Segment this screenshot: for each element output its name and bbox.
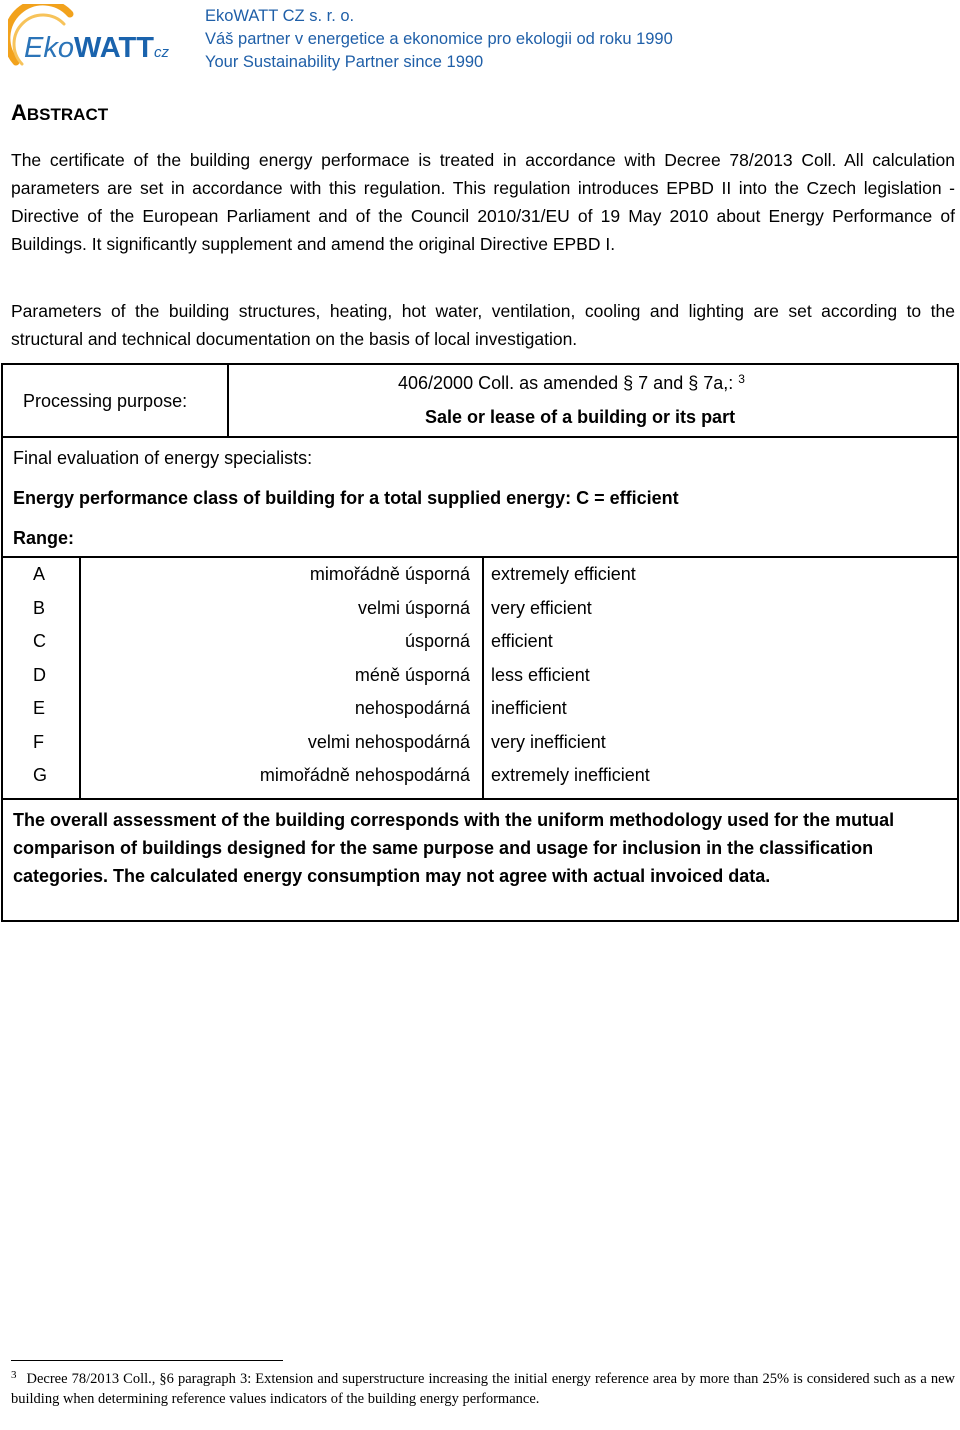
- company-name: EkoWATT CZ s. r. o.: [205, 7, 355, 25]
- range-letter: B: [33, 597, 46, 618]
- purpose-legal-basis: [398, 373, 745, 394]
- footnote-text: Decree 78/2013 Coll., §6 paragraph 3: Extension and superstructure increasing the initial energy reference area by more than 25% is considered such as a new building when determining reference values indicators of the building energy performance.: [11, 1371, 955, 1407]
- range-table: [1, 556, 959, 800]
- range-cz: méně úsporná: [354, 664, 470, 685]
- range-en: efficient: [491, 631, 553, 651]
- range-letter: D: [33, 664, 46, 685]
- footnote-number: 3: [11, 1369, 17, 1381]
- range-row: [3, 598, 959, 631]
- logo-watt: WATT: [73, 32, 154, 64]
- footnote-rule: [11, 1360, 283, 1361]
- abstract-paragraph-2: Parameters of the building structures, heating, hot water, ventilation, cooling and lighting are set according to the structural and technical documentation on the basis of local investigation.: [11, 301, 955, 349]
- purpose-divider: [227, 365, 229, 438]
- logo-cz: cz: [153, 44, 169, 61]
- overall-assessment-text: The overall assessment of the building corresponds with the uniform methodology used for the mutual comparison of buildings designed for the same purpose and usage for inclusion in the classification categories. The calculated energy consumption may not agree with actual invoiced data.: [13, 810, 895, 886]
- range-en: very efficient: [491, 597, 592, 618]
- range-letter: C: [33, 631, 46, 651]
- overall-assessment-box: [1, 798, 959, 922]
- range-cz: mimořádně nehospodárná: [259, 765, 470, 785]
- purpose-legal-text: 406/2000 Coll. as amended § 7 and § 7a,:: [398, 373, 734, 393]
- range-en: very inefficient: [491, 731, 606, 752]
- company-info: [205, 5, 673, 74]
- purpose-value: Sale or lease of a building or its part: [425, 407, 736, 427]
- purpose-box: [1, 363, 959, 438]
- abstract-heading-cap: A: [11, 100, 27, 125]
- range-letter: E: [33, 698, 46, 718]
- page-header: [0, 0, 960, 80]
- abstract-heading-rest: BSTRACT: [26, 105, 109, 124]
- range-cz: velmi nehospodárná: [307, 731, 470, 752]
- range-cz: nehospodárná: [354, 698, 470, 718]
- tagline-en: Your Sustainability Partner since 1990: [205, 53, 484, 71]
- ekowatt-logo: [8, 4, 188, 74]
- abstract-paragraph-1: The certificate of the building energy performace is treated in accordance with Decree 78/2013 Coll. All calculation parameters are set in accordance with this regulation. This regulation introduces EPBD II into the Czech legislation - Directive of the European Parliament and of the Council 2010/31/EU of 19 May 2010 about Energy Performance of Buildings. It significantly supplement and amend the original Directive EPBD I.: [11, 150, 955, 254]
- range-en: less efficient: [491, 664, 590, 685]
- logo-eko: Eko: [24, 32, 74, 64]
- range-en: extremely inefficient: [491, 765, 650, 785]
- evaluation-box: [1, 436, 959, 558]
- range-row: [3, 732, 959, 765]
- range-cz: velmi úsporná: [357, 597, 470, 618]
- range-row: [3, 564, 959, 597]
- range-row: [3, 765, 959, 798]
- footnote-ref: 3: [738, 372, 745, 386]
- range-row: [3, 698, 959, 731]
- footnote: [11, 1370, 955, 1409]
- range-cz: mimořádně úsporná: [309, 564, 470, 584]
- range-cz: úsporná: [404, 631, 470, 651]
- range-letter: A: [33, 564, 46, 584]
- final-evaluation-label: Final evaluation of energy specialists:: [13, 448, 313, 468]
- range-row: [3, 631, 959, 664]
- abstract-heading: [11, 100, 108, 126]
- logo-wordmark: [24, 32, 169, 65]
- range-letter: G: [33, 765, 48, 785]
- range-label: Range:: [13, 528, 75, 548]
- range-en: inefficient: [491, 698, 567, 718]
- tagline-cz: Váš partner v energetice a ekonomice pro ekologii od roku 1990: [205, 30, 673, 48]
- range-en: extremely efficient: [491, 564, 636, 584]
- purpose-label: Processing purpose:: [23, 391, 188, 411]
- energy-class-line: Energy performance class of building for a total supplied energy: C = efficient: [13, 488, 679, 508]
- range-row: [3, 665, 959, 698]
- range-letter: F: [33, 731, 44, 752]
